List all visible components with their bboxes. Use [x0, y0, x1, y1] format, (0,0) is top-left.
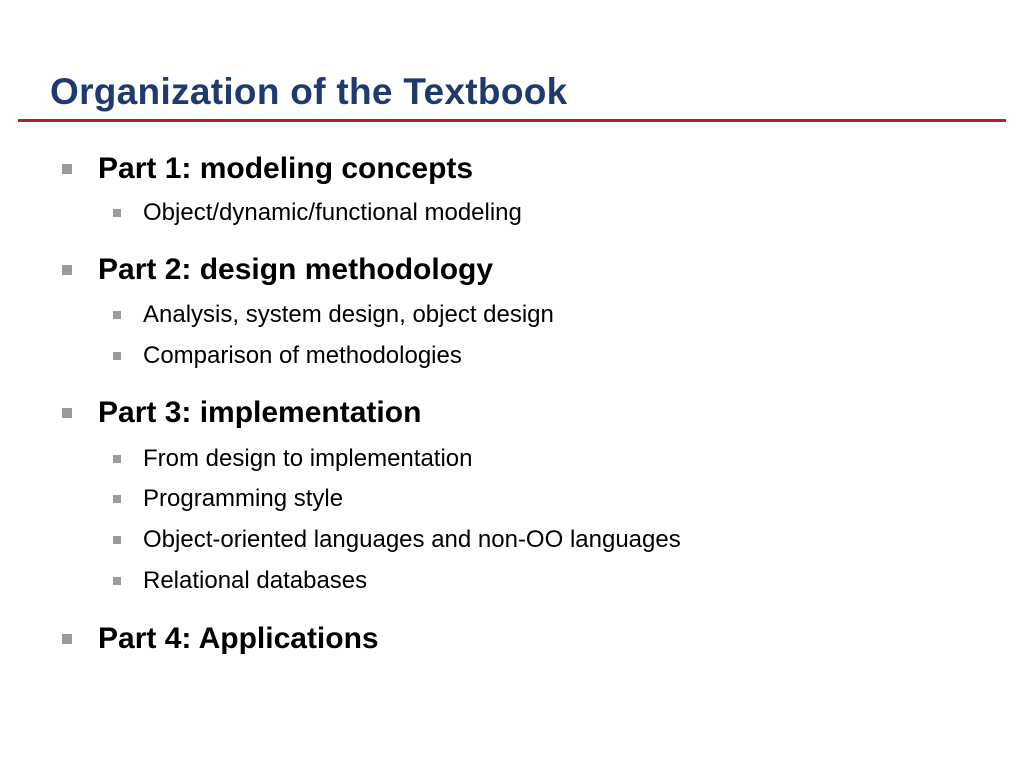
- square-bullet-icon: [113, 495, 121, 503]
- bullet-item-part-1: Part 1: modeling concepts: [98, 152, 474, 185]
- sub-bullet-item: Programming style: [143, 485, 344, 512]
- square-bullet-icon: [113, 536, 121, 544]
- square-bullet-icon: [113, 352, 121, 360]
- sub-bullet-item: Comparison of methodologies: [143, 342, 462, 369]
- sub-bullet-item: Object/dynamic/functional modeling: [143, 199, 522, 226]
- bullet-item-part-3: Part 3: implementation: [98, 396, 422, 429]
- sub-bullet-item: Analysis, system design, object design: [143, 301, 554, 328]
- square-bullet-icon: [113, 577, 121, 585]
- bullet-item-part-4: Part 4: Applications: [98, 622, 379, 655]
- slide-title: Organization of the Textbook: [50, 71, 568, 112]
- square-bullet-icon: [113, 455, 121, 463]
- square-bullet-icon: [62, 164, 72, 174]
- sub-bullet-item: Object-oriented languages and non-OO languages: [143, 526, 681, 553]
- square-bullet-icon: [113, 209, 121, 217]
- sub-bullet-item: From design to implementation: [143, 445, 473, 472]
- sub-bullet-item: Relational databases: [143, 567, 368, 594]
- square-bullet-icon: [62, 408, 72, 418]
- square-bullet-icon: [113, 311, 121, 319]
- bullet-item-part-2: Part 2: design methodology: [98, 253, 494, 286]
- square-bullet-icon: [62, 634, 72, 644]
- square-bullet-icon: [62, 265, 72, 275]
